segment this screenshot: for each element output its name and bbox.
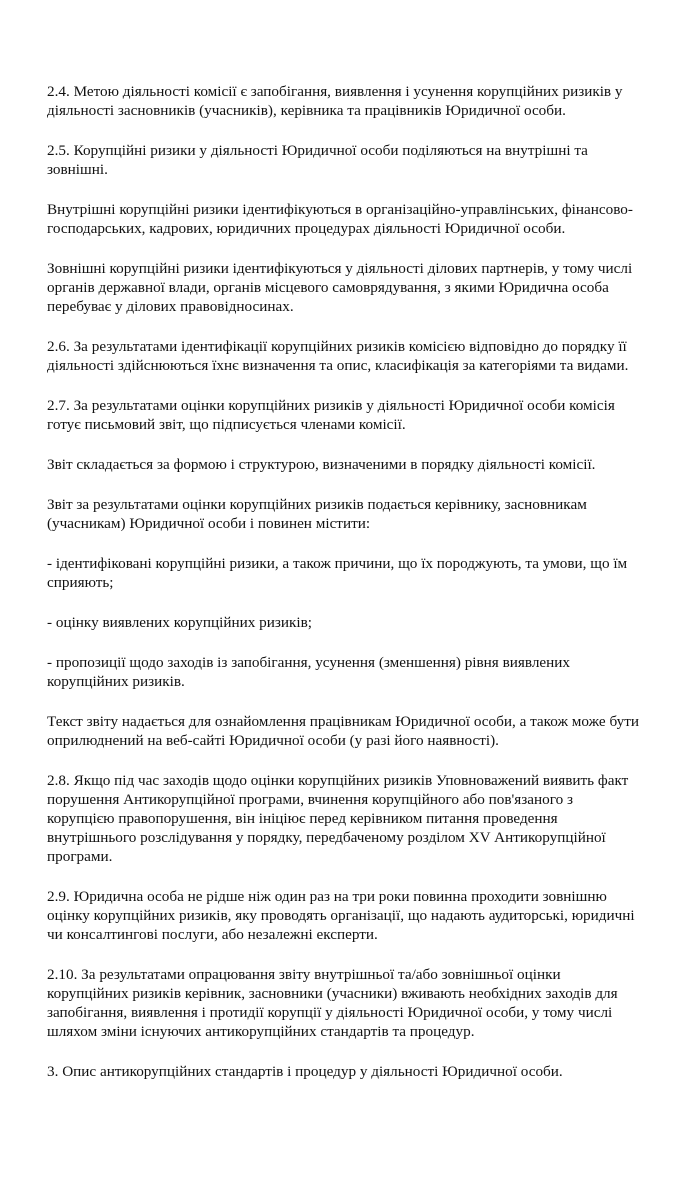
paragraph (47, 653, 700, 691)
text-line: 2.4. Метою діяльності комісії є запобігання, виявлення і усунення корупційних ризиків у (47, 83, 623, 100)
paragraph (47, 495, 700, 533)
paragraph (47, 396, 700, 434)
paragraph (47, 82, 700, 120)
text-line: господарських, кадрових, юридичних процедурах діяльності Юридичної особи. (47, 220, 566, 237)
text-line: 2.6. За результатами ідентифікації корупційних ризиків комісією відповідно до порядку її (47, 338, 627, 355)
text-line: сприяють; (47, 574, 114, 591)
paragraph (47, 455, 700, 474)
paragraph (47, 887, 700, 944)
text-line: зовнішні. (47, 161, 108, 178)
text-line: органів державної влади, органів місцевого самоврядування, з якими Юридична особа (47, 279, 609, 296)
document-body (47, 82, 700, 1102)
text-line: програми. (47, 848, 113, 865)
paragraph (47, 712, 700, 750)
paragraph (47, 1062, 700, 1081)
paragraph (47, 259, 700, 316)
text-line: 3. Опис антикорупційних стандартів і процедур у діяльності Юридичної особи. (47, 1063, 563, 1080)
text-line: діяльності засновників (учасників), керівника та працівників Юридичної особи. (47, 102, 566, 119)
text-line: (учасникам) Юридичної особи і повинен містити: (47, 515, 371, 532)
text-line: Внутрішні корупційні ризики ідентифікуються в організаційно-управлінських, фінансово- (47, 201, 633, 218)
text-line: Звіт за результатами оцінки корупційних ризиків подається керівнику, засновникам (47, 496, 587, 513)
text-line: готує письмовий звіт, що підписується членами комісії. (47, 416, 406, 433)
text-line: шляхом зміни існуючих антикорупційних стандартів та процедур. (47, 1023, 475, 1040)
text-line: внутрішнього розслідування у порядку, передбаченому розділом XV Антикорупційної (47, 829, 606, 846)
text-line: - ідентифіковані корупційні ризики, а також причини, що їх породжують, та умови, що їм (47, 555, 628, 572)
paragraph (47, 141, 700, 179)
text-line: чи консалтингові послуги, або незалежні експерти. (47, 926, 378, 943)
paragraph (47, 337, 700, 375)
text-line: корупцією правопорушення, він ініціює перед керівником питання проведення (47, 810, 558, 827)
paragraph (47, 200, 700, 238)
text-line: - оцінку виявлених корупційних ризиків; (47, 614, 312, 631)
text-line: Зовнішні корупційні ризики ідентифікуються у діяльності ділових партнерів, у тому числі (47, 260, 633, 277)
text-line: - пропозиції щодо заходів із запобігання, усунення (зменшення) рівня виявлених (47, 654, 571, 671)
text-line: 2.10. За результатами опрацювання звіту внутрішньої та/або зовнішньої оцінки (47, 966, 561, 983)
text-line: Звіт складається за формою і структурою, визначеними в порядку діяльності комісії. (47, 456, 596, 473)
paragraph (47, 965, 700, 1041)
text-line: 2.9. Юридична особа не рідше ніж один раз на три роки повинна проходити зовнішню (47, 888, 607, 905)
text-line: корупційних ризиків керівник, засновники (учасники) вживають необхідних заходів для (47, 985, 618, 1002)
text-line: діяльності здійснюються їхнє визначення та опис, класифікація за категоріями та видами. (47, 357, 629, 374)
text-line: перебуває у ділових правовідносинах. (47, 298, 294, 315)
paragraph (47, 554, 700, 592)
text-line: оприлюднений на веб-сайті Юридичної особи (у разі його наявності). (47, 732, 499, 749)
text-line: 2.7. За результатами оцінки корупційних ризиків у діяльності Юридичної особи комісія (47, 397, 615, 414)
text-line: запобігання, виявлення і протидії корупції у діяльності Юридичної особи, у тому числі (47, 1004, 613, 1021)
paragraph (47, 613, 700, 632)
text-line: 2.8. Якщо під час заходів щодо оцінки корупційних ризиків Уповноважений виявить факт (47, 772, 629, 789)
paragraph (47, 771, 700, 866)
text-line: оцінку корупційних ризиків, яку проводять організації, що надають аудиторські, юридичні (47, 907, 635, 924)
text-line: порушення Антикорупційної програми, вчинення корупційного або пов'язаного з (47, 791, 573, 808)
text-line: Текст звіту надається для ознайомлення працівникам Юридичної особи, а також може бути (47, 713, 639, 730)
text-line: 2.5. Корупційні ризики у діяльності Юридичної особи поділяються на внутрішні та (47, 142, 588, 159)
text-line: корупційних ризиків. (47, 673, 185, 690)
